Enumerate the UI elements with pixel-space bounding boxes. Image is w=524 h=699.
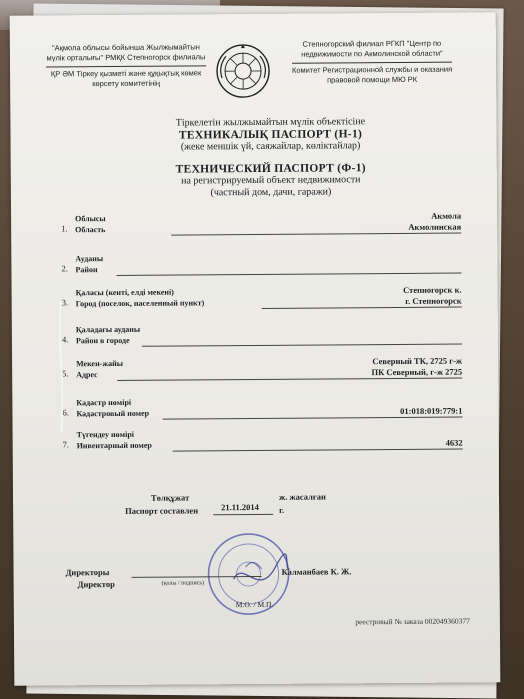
passport-issued xyxy=(113,491,443,516)
field-label-ru: Адрес xyxy=(76,370,98,380)
title-ru-line2: на регистрируемый объект недвижимости xyxy=(181,174,361,187)
header-left-divider xyxy=(46,65,206,67)
field-number: 6. xyxy=(62,407,69,418)
field-value-ru: 4632 xyxy=(445,437,463,448)
field-city xyxy=(61,284,462,309)
director-label-ru: Директор xyxy=(77,578,115,590)
field-label-kz: Түгендеу нөмірі xyxy=(76,429,134,440)
field-label-kz: Мекен-жайы xyxy=(76,358,124,369)
field-value-kz: Северный ТК, 2725 г-ж xyxy=(372,355,463,367)
field-label-kz: Облысы xyxy=(75,214,106,224)
registry-number: реестровый № заказа 002049360377 xyxy=(355,616,470,627)
field-label-ru: Город (поселок, населенный пункт) xyxy=(75,298,205,309)
field-label-kz: Қаласы (кенті, елді мекені) xyxy=(75,287,174,298)
field-label-ru: Район в городе xyxy=(75,335,130,346)
header-left xyxy=(36,42,216,89)
field-number: 3. xyxy=(61,297,69,308)
field-value-ru: г. Степногорск xyxy=(405,295,462,306)
field-label-kz: Қаладағы ауданы xyxy=(75,324,141,335)
field-address xyxy=(62,355,463,380)
header-right-line: недвижимости по Акмолинской области" xyxy=(301,48,443,59)
field-inventory xyxy=(62,427,463,451)
director-label-kz: Директоры xyxy=(65,567,110,578)
field-underline xyxy=(171,233,461,236)
field-underline xyxy=(162,417,462,420)
director-name: Калманбаев К. Ж. xyxy=(281,566,352,577)
header-right-line: Комитет Регистрационной службы и оказания xyxy=(291,64,453,75)
field-number: 2. xyxy=(61,263,68,274)
field-region xyxy=(61,210,462,235)
field-value-ru: Акмолинская xyxy=(408,221,462,232)
field-underline xyxy=(116,273,461,276)
signature-caption: (қолы / подпись) xyxy=(161,580,205,587)
field-label-ru: Район xyxy=(75,265,98,275)
header-right xyxy=(282,39,462,86)
field-underline xyxy=(142,344,462,347)
field-label-ru: Область xyxy=(75,225,106,235)
field-district xyxy=(61,251,461,275)
field-label-ru: Кадастровый номер xyxy=(76,408,150,419)
field-number: 5. xyxy=(62,368,69,379)
field-value-kz: Акмола xyxy=(431,210,462,221)
header-right-line: Степногорский филиал РГКП "Центр по xyxy=(302,38,442,49)
field-city-district xyxy=(61,322,462,346)
document-page xyxy=(10,12,501,685)
title-ru-subtitle: (частный дом, дачи, гаражи) xyxy=(210,186,332,199)
title-ru-main: ТЕХНИЧЕСКИЙ ПАСПОРТ (Ф-1) xyxy=(175,162,366,176)
field-value-ru: ПК Северный, г-ж 2725 xyxy=(371,366,463,378)
binding-thread xyxy=(58,301,65,431)
title-kz-subtitle: (жеке меншік үй, саяжайлар, көліктайлар) xyxy=(180,140,361,153)
field-cadastral xyxy=(62,395,463,419)
issued-label-kz: Төлқұжат xyxy=(151,492,190,503)
field-underline xyxy=(262,307,462,309)
field-label-kz: Ауданы xyxy=(75,254,104,264)
document-title xyxy=(70,115,471,200)
header-left-line: ҚР ӘМ Тіркеу қызметі және құқықтық көмек xyxy=(50,68,202,79)
field-number: 1. xyxy=(61,223,68,234)
header-right-line: правовой помощи МЮ РК xyxy=(327,74,418,85)
title-kz-main: ТЕХНИКАЛЫҚ ПАСПОРТ (Н-1) xyxy=(178,128,363,142)
seal-mark: М.О. / М.П. xyxy=(235,599,274,610)
title-kz-line1: Тіркелетін жылжымайтын мүлік объектісіне xyxy=(175,116,366,129)
issued-label-ru: Паспорт составлен xyxy=(125,505,199,516)
header-left-line: көрсету комитетінің xyxy=(92,78,161,89)
field-underline xyxy=(117,378,462,381)
issued-date-underline xyxy=(213,514,273,515)
field-underline xyxy=(173,449,463,452)
header-right-divider xyxy=(292,62,452,64)
issued-suffix-kz: ж. жасалған xyxy=(278,491,326,502)
field-value-ru: 01:018:019:779:1 xyxy=(400,405,463,416)
issued-date: 21.11.2014 xyxy=(221,501,259,513)
field-value-kz: Степногорск к. xyxy=(403,284,462,295)
field-label-kz: Кадастр нөмірі xyxy=(76,397,132,408)
issued-suffix-ru: г. xyxy=(279,504,285,515)
field-number: 4. xyxy=(61,334,69,345)
field-label-ru: Инвентарный номер xyxy=(76,440,152,451)
field-number: 7. xyxy=(62,439,70,450)
header-left-line: мүлік орталығы" РМҚК Степногорск филиалы xyxy=(46,52,206,63)
state-emblem-icon xyxy=(214,42,272,100)
header-left-line: "Ақмола облысы бойынша Жылжымайтын xyxy=(51,42,200,53)
